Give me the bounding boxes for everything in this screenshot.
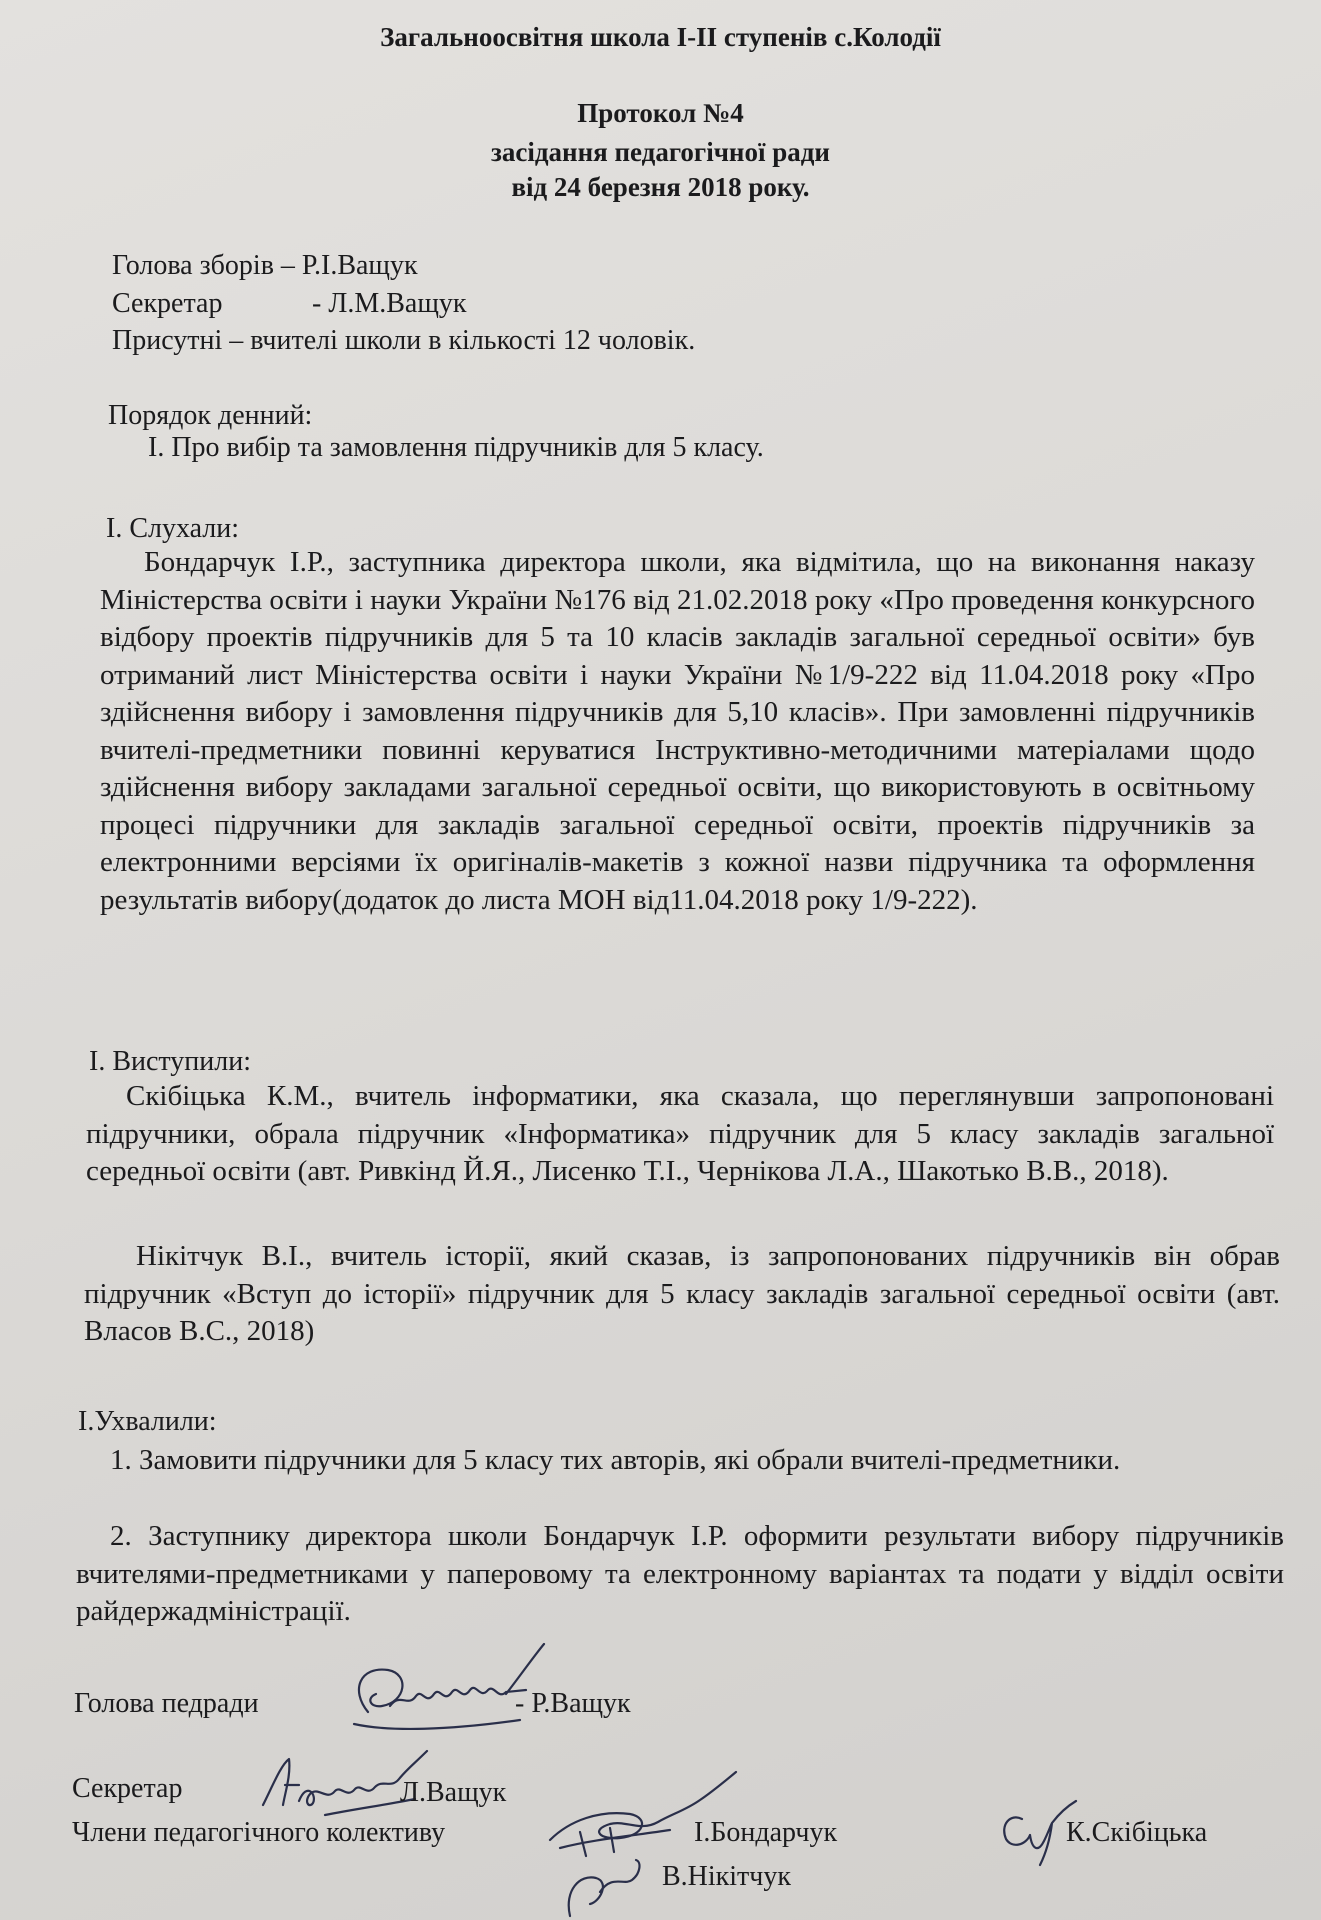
signature-members-label: Члени педагогічного колективу bbox=[72, 1817, 446, 1848]
heard-title: І. Слухали: bbox=[106, 513, 240, 544]
signature-chair-label: Голова педради bbox=[74, 1688, 259, 1719]
meeting-date: від 24 березня 2018 року. bbox=[511, 172, 810, 202]
heard-text: Бондарчук І.Р., заступника директора школи, яка відмітила, що на виконання наказу Міністерства освіти і науки України №176 від 21.02.2018 року «Про проведення конкурсного відбору проектів підручників для 5 та 10 класів закладів загальної середньої освіти» був отриманий лист Міністерства освіти і науки України №1/9-222 від 11.04.2018 року «Про здійснення вибору і замовлення підручників для 5,10 класів». При замовленні підручників вчителі-предметники повинні керуватися Інструктивно-методичними матеріалами щодо здійснення вибору закладами загальної середньої освіти, що використовують в освітньому процесі підручники для закладів загальної середньої освіти, проектів підручників за електронними версіями їх оригіналів-макетів з кожної назви підручника та оформлення результатів вибору(додаток до листа МОН від11.04.2018 року 1/9-222). bbox=[100, 546, 1255, 916]
spoke-paragraph-1: Скібіцька К.М., вчитель інформатики, яка сказала, що переглянувши запропоновані підручники, обрала підручник «Інформатика» підручник для 5 класу закладів загальної середньої освіти (авт. Ривкінд Й.Я., Лисенко Т.І., Чернікова Л.А., Шакотько В.В., 2018). bbox=[86, 1080, 1274, 1187]
agenda-title: Порядок денний: bbox=[108, 400, 313, 431]
meeting-title: засідання педагогічної ради bbox=[491, 137, 830, 167]
protocol-title: Протокол №4 bbox=[577, 98, 744, 128]
chair-line: Голова зборів – Р.І.Ващук bbox=[112, 250, 418, 281]
agenda-item: І. Про вибір та замовлення підручників для 5 класу. bbox=[148, 432, 764, 463]
resolved-item-2: 2. Заступнику директора школи Бондарчук І.Р. оформити результати вибору підручників вчителями-предметниками у паперовому та електронному варіантах та подати у відділ освіти райдержадміністрації. bbox=[76, 1520, 1284, 1627]
school-name: Загальноосвітня школа І-ІІ ступенів с.Колодії bbox=[380, 22, 941, 52]
resolved-title: І.Ухвалили: bbox=[78, 1406, 217, 1437]
signature-member2-name: В.Нікітчук bbox=[662, 1861, 791, 1892]
signature-chair-name: - Р.Ващук bbox=[515, 1688, 631, 1719]
spoke-title: І. Виступили: bbox=[89, 1046, 251, 1077]
signature-member1-name: І.Бондарчук bbox=[694, 1817, 838, 1848]
resolved-item-1: 1. Замовити підручники для 5 класу тих авторів, які обрали вчителі-предметники. bbox=[110, 1444, 1121, 1476]
spoke-paragraph-2: Нікітчук В.І., вчитель історії, який сказав, із запропонованих підручників він обрав підручник «Вступ до історії» підручник для 5 класу закладів загальної середньої освіти (авт. Власов В.С., 2018) bbox=[84, 1240, 1280, 1347]
signature-member3-name: К.Скібіцька bbox=[1066, 1817, 1208, 1848]
secretary-label: Секретар bbox=[112, 288, 223, 319]
present-line: Присутні – вчителі школи в кількості 12 чоловік. bbox=[112, 325, 696, 356]
secretary-name: - Л.М.Ващук bbox=[312, 288, 467, 319]
signature-secretary-name: Л.Ващук bbox=[400, 1777, 507, 1808]
signature-secretary-label: Секретар bbox=[72, 1773, 183, 1804]
